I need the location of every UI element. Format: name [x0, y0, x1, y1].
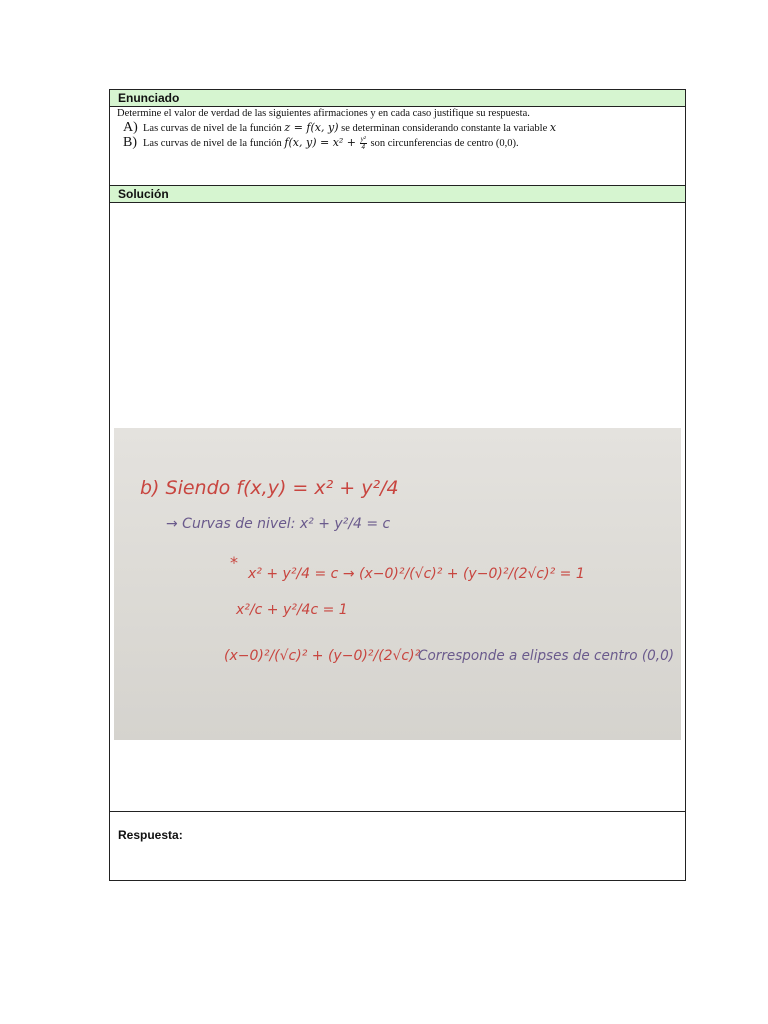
respuesta-label: Respuesta: — [118, 828, 183, 842]
handwriting-line-2: → Curvas de nivel: x² + y²/4 = c — [166, 516, 391, 532]
handwriting-line-1: b) Siendo f(x,y) = x² + y²/4 — [140, 477, 399, 499]
item-b-fraction-den: 4 — [361, 143, 366, 152]
handwritten-solution-photo — [114, 428, 681, 740]
item-a-text-after: se determinan considerando constante la variable — [341, 123, 548, 134]
star-mark: * — [230, 553, 238, 572]
enunciado-body — [117, 107, 677, 151]
item-a — [123, 121, 677, 135]
handwriting-line-3: x² + y²/4 = c → (x−0)²/(√c)² + (y−0)²/(2√c)² = 1 — [248, 566, 585, 582]
item-b-fraction — [360, 136, 367, 151]
item-a-text — [143, 121, 556, 135]
item-b-text-before: Las curvas de nivel de la función — [143, 138, 282, 149]
enunciado-header: Enunciado — [110, 90, 685, 107]
item-b-text-after: son circunferencias de centro (0,0). — [370, 138, 519, 149]
handwriting-line-4: x²/c + y²/4c = 1 — [236, 602, 348, 618]
handwriting-line-5: (x−0)²/(√c)² + (y−0)²/(2√c)² — [224, 648, 421, 664]
item-b-letter: B) — [123, 135, 137, 150]
solution-area — [110, 203, 685, 812]
item-b-math: f(x, y) = x² + — [284, 136, 357, 149]
document-table — [109, 89, 686, 881]
handwriting-line-6: Corresponde a elipses de centro (0,0) — [418, 648, 674, 664]
item-a-letter: A) — [123, 120, 138, 135]
handwriting-drawing — [114, 428, 681, 740]
enunciado-intro: Determine el valor de verdad de las siguientes afirmaciones y en cada caso justifique su respuesta. — [117, 108, 530, 119]
item-b-fraction-num: y² — [360, 135, 366, 144]
item-a-math-variable: x — [549, 121, 557, 134]
item-a-math: z = f(x, y) — [284, 121, 339, 134]
solucion-header: Solución — [110, 185, 685, 203]
item-b-text — [143, 136, 519, 151]
item-a-text-before: Las curvas de nivel de la función — [143, 123, 282, 134]
item-b — [123, 136, 677, 151]
